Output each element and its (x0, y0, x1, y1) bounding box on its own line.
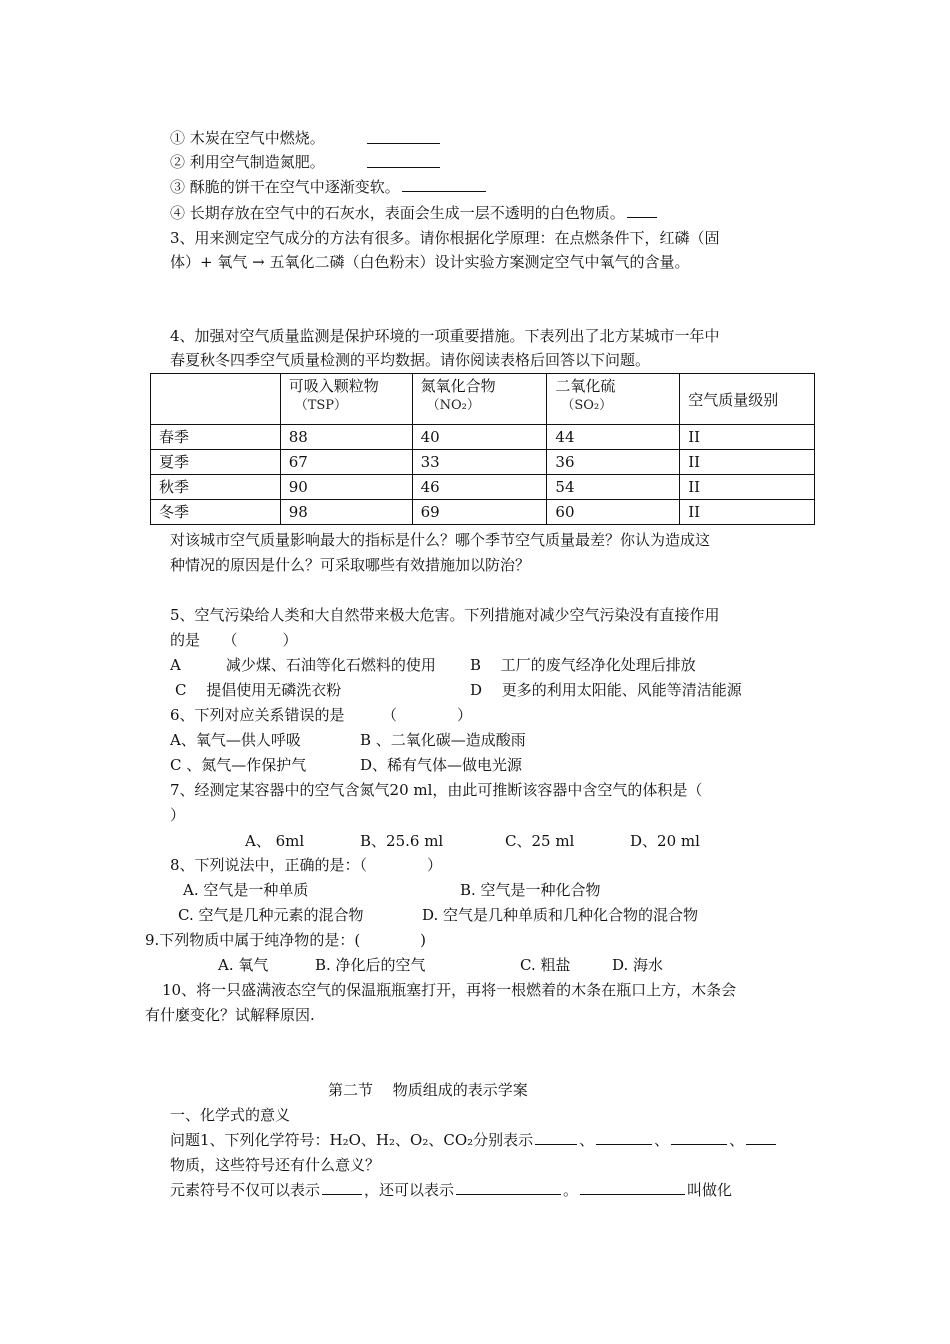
table-row (151, 500, 815, 525)
tsp-cell: 90 (280, 475, 412, 500)
q9-option-b[interactable]: B. 净化后的空气 (315, 956, 426, 974)
q8-option-a[interactable]: A. 空气是一种单质 (183, 881, 309, 899)
q4-line-2: 春夏秋冬四季空气质量检测的平均数据。请你阅读表格后回答以下问题。 (170, 351, 651, 369)
q8-option-d[interactable]: D. 空气是几种单质和几种化合物的混合物 (422, 906, 699, 924)
q9-line-1: 9.下列物质中属于纯净物的是：( ) (145, 931, 427, 949)
q7-option-c[interactable]: C、25 ml (505, 832, 575, 850)
q6-line-1: 6、下列对应关系错误的是 （ ） (170, 706, 473, 724)
season-cell: 秋季 (151, 475, 281, 500)
table-row (151, 450, 815, 475)
q7-line-1: 7、经测定某容器中的空气含氮气20 ml，由此可推断该容器中含空气的体积是（ (170, 781, 703, 799)
no2-cell: 33 (412, 450, 547, 475)
so2-cell: 54 (547, 475, 680, 500)
table-row (151, 475, 815, 500)
answer-blank[interactable] (671, 1130, 727, 1145)
no2-cell: 69 (412, 500, 547, 525)
q2-item-4-text: ④ 长期存放在空气中的石灰水，表面会生成一层不透明的白色物质。 (170, 204, 625, 222)
q5-option-b[interactable]: B 工厂的废气经净化处理后排放 (470, 656, 696, 674)
q7-line-2: ） (170, 806, 186, 824)
q3-line-1: 3、用来测定空气成分的方法有很多。请你根据化学原理：在点燃条件下，红磷（固 (170, 229, 720, 247)
q5-line-2: 的是 （ ） (170, 631, 298, 649)
q6-option-b[interactable]: B 、二氧化碳—造成酸雨 (360, 731, 526, 749)
header-cell-level: 空气质量级别 (680, 374, 815, 425)
q6-option-a[interactable]: A、氧气—供人呼吸 (170, 731, 301, 749)
q2-item-2-text: ② 利用空气制造氮肥。 (170, 153, 325, 171)
q2-item-1 (170, 128, 325, 148)
q7-option-a[interactable]: A、 6ml (245, 832, 305, 850)
q4-after-1: 对该城市空气质量影响最大的指标是什么？哪个季节空气质量最差？你认为造成这 (170, 531, 711, 549)
answer-blank[interactable] (535, 1130, 577, 1145)
answer-blank[interactable] (580, 1180, 685, 1195)
answer-blank[interactable] (456, 1180, 561, 1195)
q8-line-1: 8、下列说法中，正确的是：（ ） (170, 856, 443, 874)
q9-option-d[interactable]: D. 海水 (612, 956, 664, 974)
q7-option-b[interactable]: B、25.6 ml (360, 832, 444, 850)
so2-cell: 44 (547, 425, 680, 450)
q8-option-c[interactable]: C. 空气是几种元素的混合物 (178, 906, 364, 924)
level-cell: II (680, 475, 815, 500)
q4-after-2: 种情况的原因是什么？可采取哪些有效措施加以防治？ (170, 556, 531, 574)
element-symbol-text-2: ，还可以表示 (364, 1181, 455, 1199)
header-cell-empty (151, 374, 281, 425)
question-1-text: 问题1、下列化学符号：H₂O、H₂、O₂、CO₂分别表示 (170, 1131, 534, 1149)
air-quality-table (150, 373, 815, 525)
season-cell: 夏季 (151, 450, 281, 475)
element-symbol-line (170, 1180, 732, 1200)
level-cell: II (680, 450, 815, 475)
answer-blank[interactable] (627, 203, 657, 218)
q3-line-2: 体）+ 氧气 → 五氧化二磷（白色粉末）设计实验方案测定空气中氧气的含量。 (170, 253, 690, 271)
answer-blank[interactable] (402, 177, 486, 192)
header-cell-so2: 二氧化硫 （SO₂） (547, 374, 680, 425)
separator: 、 (654, 1131, 670, 1149)
q10-line-1: 10、将一只盛满液态空气的保温瓶瓶塞打开，再将一根燃着的木条在瓶口上方，木条会 (162, 981, 737, 999)
header-cell-no2: 氮氧化合物 （NO₂） (412, 374, 547, 425)
so2-cell: 36 (547, 450, 680, 475)
answer-blank[interactable] (367, 129, 440, 144)
q5-option-a[interactable]: A 减少煤、石油等化石燃料的使用 (170, 656, 436, 674)
element-symbol-text-3: 。 (563, 1181, 579, 1199)
q5-option-c[interactable]: C 提倡使用无磷洗衣粉 (175, 681, 342, 699)
no2-cell: 46 (412, 475, 547, 500)
answer-blank[interactable] (322, 1180, 362, 1195)
q2-item-4 (170, 203, 659, 223)
question-1-line-2: 物质，这些符号还有什么意义？ (170, 1156, 381, 1174)
q5-line-1: 5、空气污染给人类和大自然带来极大危害。下列措施对减少空气污染没有直接作用 (170, 606, 720, 624)
season-cell: 冬季 (151, 500, 281, 525)
table-header-row (151, 374, 815, 425)
section-heading: 一、化学式的意义 (170, 1106, 291, 1124)
answer-blank[interactable] (596, 1130, 652, 1145)
separator: 、 (729, 1131, 745, 1149)
q2-item-1-text: ① 木炭在空气中燃烧。 (170, 129, 325, 147)
answer-blank[interactable] (367, 153, 440, 168)
q4-line-1: 4、加强对空气质量监测是保护环境的一项重要措施。下表列出了北方某城市一年中 (170, 327, 720, 345)
header-cell-tsp: 可吸入颗粒物 （TSP） (280, 374, 412, 425)
q2-item-3-text: ③ 酥脆的饼干在空气中逐渐变软。 (170, 178, 400, 196)
level-cell: II (680, 500, 815, 525)
q9-option-c[interactable]: C. 粗盐 (520, 956, 571, 974)
q9-option-a[interactable]: A. 氧气 (218, 956, 269, 974)
level-cell: II (680, 425, 815, 450)
so2-cell: 60 (547, 500, 680, 525)
q2-item-3 (170, 177, 488, 197)
season-cell: 春季 (151, 425, 281, 450)
q8-option-b[interactable]: B. 空气是一种化合物 (460, 881, 601, 899)
answer-blank[interactable] (746, 1130, 776, 1145)
q5-option-d[interactable]: D 更多的利用太阳能、风能等清洁能源 (470, 681, 742, 699)
q7-option-d[interactable]: D、20 ml (630, 832, 700, 850)
tsp-cell: 98 (280, 500, 412, 525)
separator: 、 (579, 1131, 595, 1149)
section-title: 第二节 物质组成的表示学案 (328, 1081, 528, 1099)
element-symbol-text-1: 元素符号不仅可以表示 (170, 1181, 321, 1199)
q6-option-c[interactable]: C 、氮气—作保护气 (170, 756, 307, 774)
q6-option-d[interactable]: D、稀有气体—做电光源 (360, 756, 523, 774)
q2-item-2 (170, 152, 325, 172)
no2-cell: 40 (412, 425, 547, 450)
question-1-line (170, 1130, 778, 1150)
q10-line-2: 有什麼变化？试解释原因. (145, 1006, 315, 1024)
tsp-cell: 67 (280, 450, 412, 475)
table-row (151, 425, 815, 450)
tsp-cell: 88 (280, 425, 412, 450)
element-symbol-text-4: 叫做化 (687, 1181, 733, 1199)
